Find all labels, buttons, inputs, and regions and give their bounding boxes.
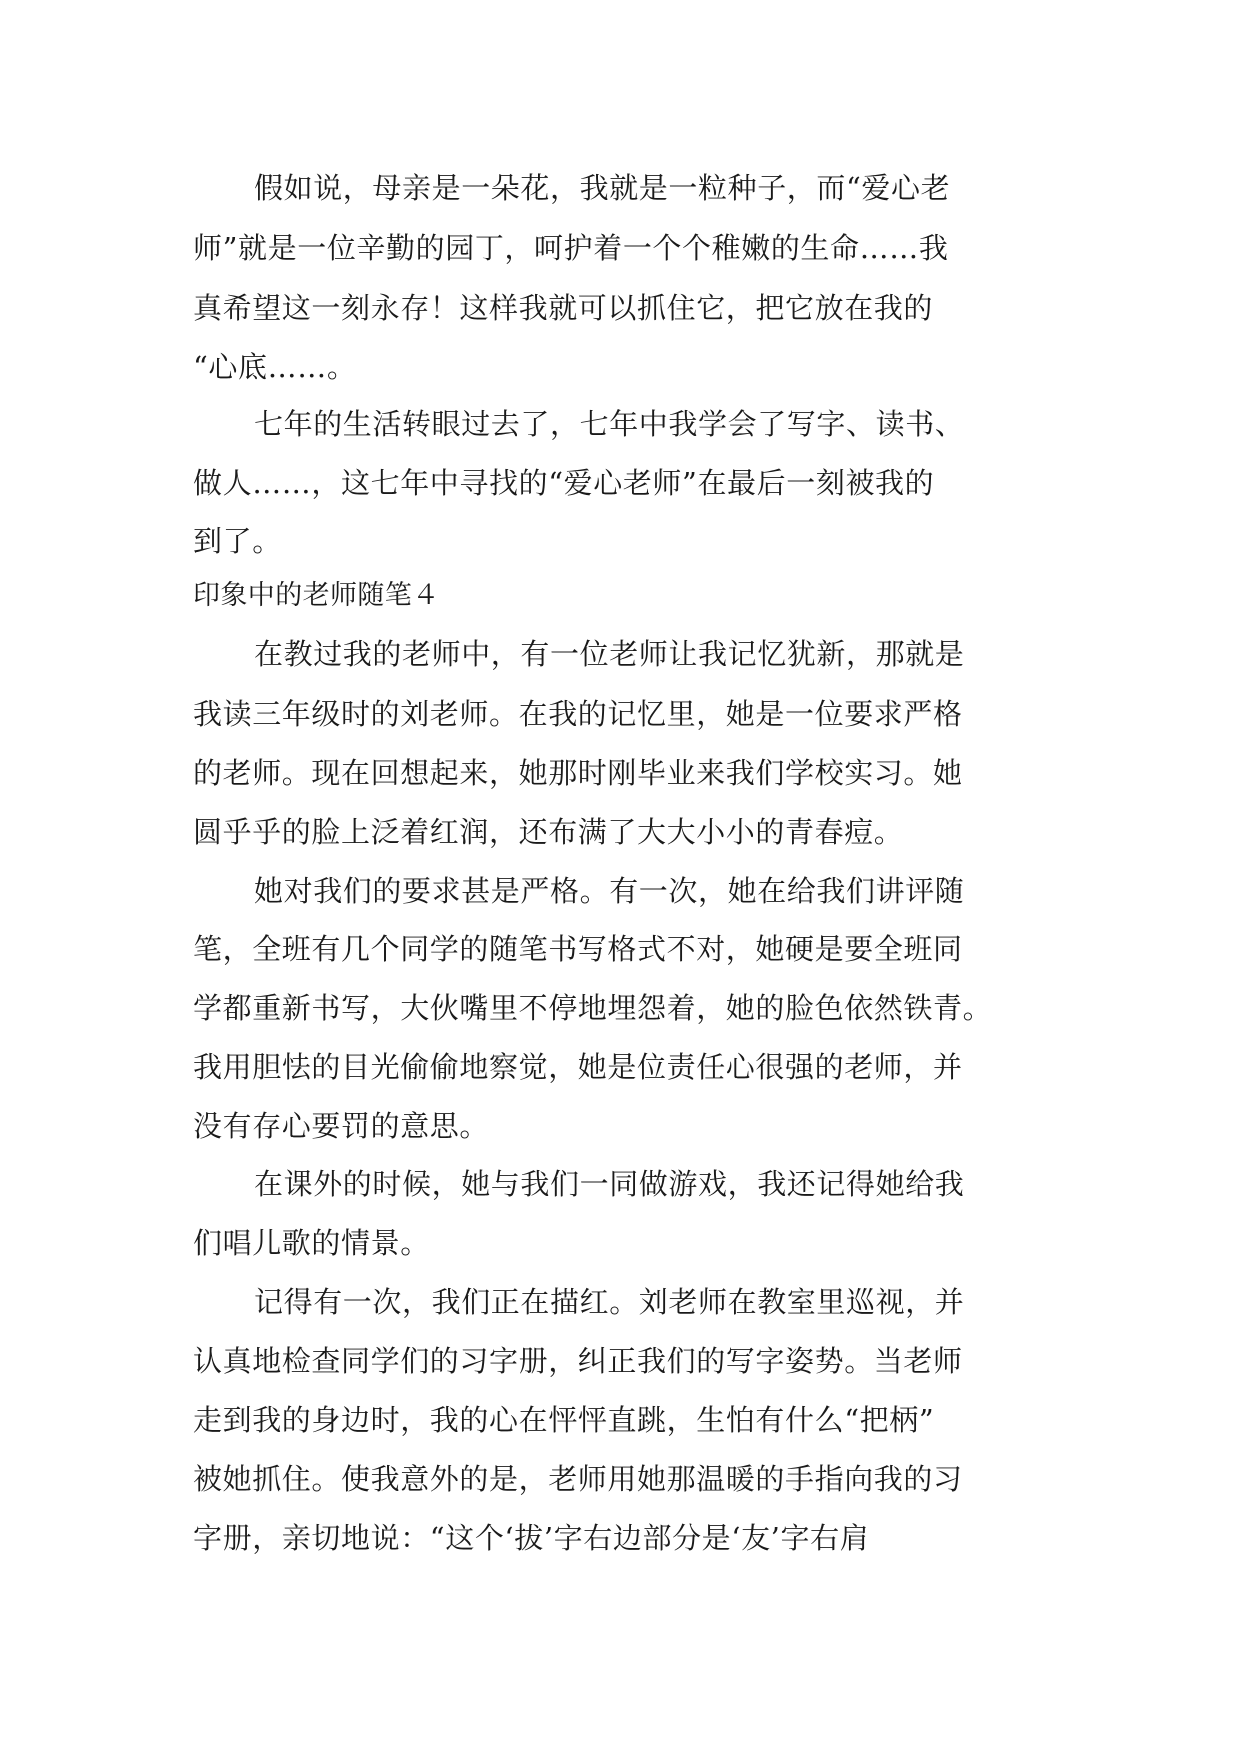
- paragraph-line: 我读三年级时的刘老师。在我的记忆里，她是一位要求严格: [193, 697, 963, 731]
- paragraph-line: 字册，亲切地说：“这个‘拔’字右边部分是‘友’字右肩: [193, 1521, 870, 1555]
- paragraph-line: 在教过我的老师中，有一位老师让我记忆犹新，那就是: [254, 637, 965, 671]
- paragraph-line: 假如说，母亲是一朵花，我就是一粒种子，而“爱心老: [254, 171, 951, 205]
- section-heading: 印象中的老师随笔４: [193, 580, 440, 611]
- paragraph-line: 被她抓住。使我意外的是，老师用她那温暖的手指向我的习: [193, 1462, 963, 1496]
- paragraph-line: 认真地检查同学们的习字册，纠正我们的写字姿势。当老师: [193, 1344, 963, 1378]
- paragraph-line: 到了。: [193, 524, 282, 558]
- paragraph-line: “心底……。: [193, 350, 357, 384]
- paragraph-line: 做人……，这七年中寻找的“爱心老师”在最后一刻被我的: [193, 466, 935, 500]
- paragraph-line: 的老师。现在回想起来，她那时刚毕业来我们学校实习。她: [193, 756, 963, 790]
- paragraph-line: 笔，全班有几个同学的随笔书写格式不对，她硬是要全班同: [193, 932, 963, 966]
- paragraph-line: 师”就是一位辛勤的园丁，呵护着一个个稚嫩的生命……我: [193, 231, 949, 265]
- paragraph-line: 记得有一次，我们正在描红。刘老师在教室里巡视，并: [254, 1285, 965, 1319]
- paragraph-line: 七年的生活转眼过去了，七年中我学会了写字、读书、: [254, 407, 965, 441]
- paragraph-line: 学都重新书写，大伙嘴里不停地埋怨着，她的脸色依然铁青。: [193, 991, 993, 1025]
- paragraph-line: 我用胆怯的目光偷偷地察觉，她是位责任心很强的老师，并: [193, 1050, 963, 1084]
- paragraph-line: 她对我们的要求甚是严格。有一次，她在给我们讲评随: [254, 874, 965, 908]
- paragraph-line: 走到我的身边时，我的心在怦怦直跳，生怕有什么“把柄”: [193, 1403, 935, 1437]
- paragraph-line: 们唱儿歌的情景。: [193, 1226, 430, 1260]
- paragraph-line: 真希望这一刻永存！这样我就可以抓住它，把它放在我的: [193, 291, 934, 325]
- paragraph-line: 在课外的时候，她与我们一同做游戏，我还记得她给我: [254, 1167, 965, 1201]
- paragraph-line: 没有存心要罚的意思。: [193, 1109, 490, 1143]
- paragraph-line: 圆乎乎的脸上泛着红润，还布满了大大小小的青春痘。: [193, 815, 904, 849]
